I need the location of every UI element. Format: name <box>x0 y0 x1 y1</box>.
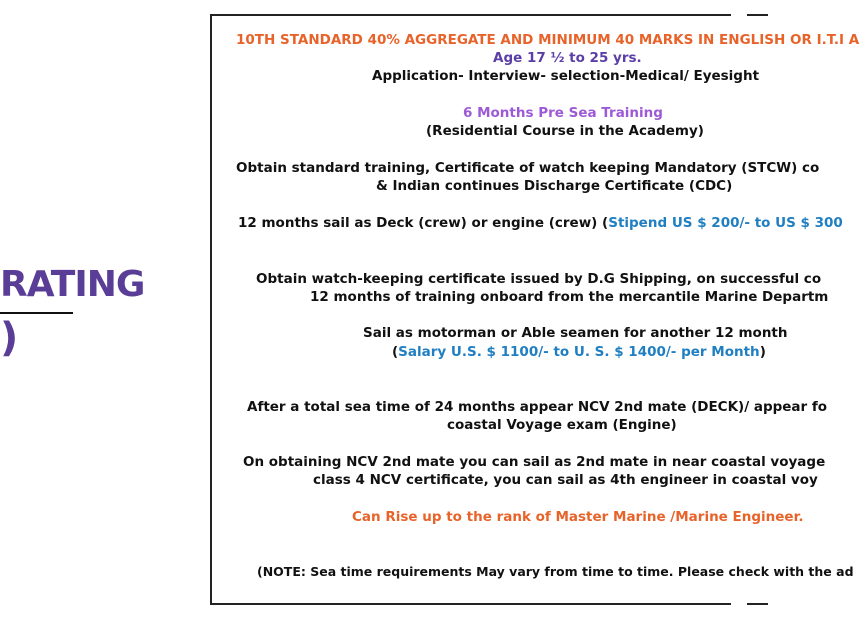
process-line: Application- Interview- selection-Medical/ Eyesight <box>372 68 760 84</box>
stcw-line-2: & Indian continues Discharge Certificate (CDC) <box>376 178 733 194</box>
heading-underline <box>0 312 73 314</box>
frame-bottom-border <box>210 603 731 605</box>
frame-left-border <box>210 14 212 605</box>
watch-line-2: 12 months of training onboard from the mercantile Marine Departm <box>310 289 829 305</box>
frame-top-border <box>210 14 731 16</box>
heading-paren: ) <box>0 315 19 361</box>
training-subtitle: (Residential Course in the Academy) <box>426 123 704 139</box>
obtain-line-1: On obtaining NCV 2nd mate you can sail as 2nd mate in near coastal voyage <box>243 454 826 470</box>
ncv-line-2: coastal Voyage exam (Engine) <box>447 417 677 433</box>
watch-line-1: Obtain watch-keeping certificate issued by D.G Shipping, on successful co <box>256 271 822 287</box>
frame-top-border-tail <box>747 14 768 16</box>
note-line: (NOTE: Sea time requirements May vary from time to time. Please check with the ad <box>257 564 854 579</box>
sail-text: 12 months sail as Deck (crew) or engine (crew) ( <box>238 215 609 231</box>
eligibility-line: 10TH STANDARD 40% AGGREGATE AND MINIMUM 40 MARKS IN ENGLISH OR I.T.I A <box>236 32 859 48</box>
rise-line: Can Rise up to the rank of Master Marine /Marine Engineer. <box>352 509 804 525</box>
training-title: 6 Months Pre Sea Training <box>463 105 663 121</box>
section-heading: RATING <box>0 264 145 305</box>
motorman-line-2 <box>392 343 766 361</box>
sail-line <box>238 214 843 232</box>
frame-bottom-border-tail <box>747 603 768 605</box>
motorman-salary: Salary U.S. $ 1100/- to U. S. $ 1400/- per Month <box>398 344 760 360</box>
motorman-line-1: Sail as motorman or Able seamen for another 12 month <box>363 325 788 341</box>
motorman-close-paren: ) <box>759 344 766 360</box>
age-line: Age 17 ½ to 25 yrs. <box>493 50 642 66</box>
ncv-line-1: After a total sea time of 24 months appear NCV 2nd mate (DECK)/ appear fo <box>247 399 828 415</box>
motorman-open-paren: ( <box>392 344 399 360</box>
obtain-line-2: class 4 NCV certificate, you can sail as 4th engineer in coastal voy <box>313 472 818 488</box>
stcw-line-1: Obtain standard training, Certificate of watch keeping Mandatory (STCW) co <box>236 160 820 176</box>
sail-stipend: Stipend US $ 200/- to US $ 300 <box>608 215 843 231</box>
